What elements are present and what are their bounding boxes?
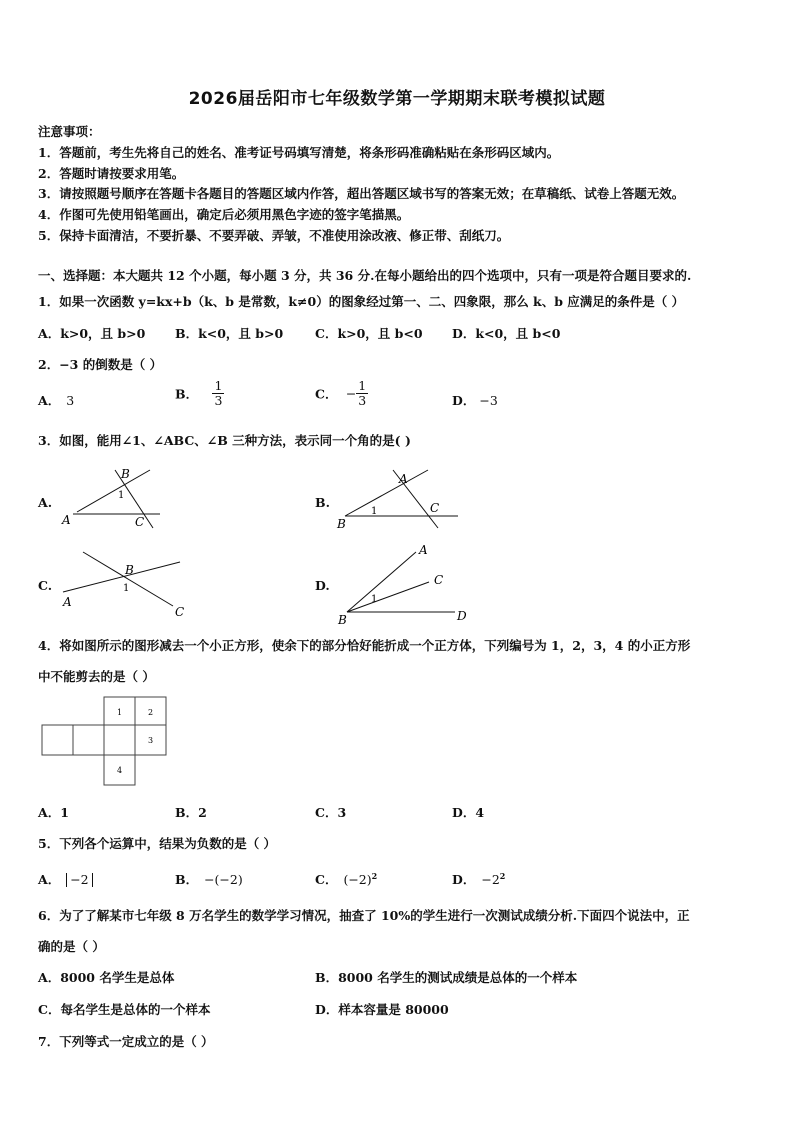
q2-option-c: C． − $\frac{1}{3}$: [315, 378, 367, 408]
net-label-4: 4: [117, 766, 123, 775]
q3-label-c: C.: [38, 578, 53, 593]
fig-c-line-a: [63, 562, 180, 592]
notice-item-1: 1．答题前，考生先将自己的姓名、准考证号码填写清楚，将条形码准确粘贴在条形码区域内。: [38, 145, 560, 160]
q4-stem-line1: 4．将如图所示的图形减去一个小正方形，使余下的部分恰好能折成一个正方体，下列编号为 1，2，3，4 的小正方形: [38, 638, 691, 653]
net-square-mid: [104, 725, 135, 755]
q5-stem: 5．下列各个运算中，结果为负数的是（ ）: [38, 836, 277, 851]
fig-b-label-a: A: [399, 472, 408, 486]
q5-option-d: D． $-2^2$: [452, 870, 506, 887]
q3-figure-c: [55, 548, 195, 620]
fig-d-line-bc: [347, 582, 429, 612]
q6-option-a: A．8000 名学生是总体: [38, 970, 175, 985]
net-label-1: 1: [117, 708, 123, 717]
q2-option-b: B． $\frac{1}{3}$: [175, 378, 223, 408]
q4-option-b: B．2: [175, 805, 207, 820]
q3-figure-a: [55, 462, 170, 532]
fig-d-label-c: C: [434, 573, 444, 587]
q6-stem-line2: 确的是（ ）: [38, 939, 105, 954]
fig-c-label-a: A: [63, 595, 72, 609]
fig-d-label-a: A: [419, 543, 428, 557]
q1-option-a: A．k>0，且 b>0: [38, 326, 146, 341]
notice-heading: 注意事项：: [38, 124, 101, 139]
q1-option-d: D．k<0，且 b<0: [452, 326, 561, 341]
fig-d-line-ba: [347, 552, 416, 612]
q3-stem: 3．如图，能用∠1、∠ABC、∠B 三种方法，表示同一个角的是( ): [38, 433, 411, 448]
fig-c-label-b: B: [125, 563, 134, 577]
fig-b-label-1: 1: [371, 506, 378, 517]
fig-d-label-d: D: [457, 609, 467, 623]
fig-a-line-ab: [77, 470, 150, 512]
fig-c-line-c: [83, 552, 173, 606]
net-square-left2: [73, 725, 104, 755]
notice-item-3: 3．请按照题号顺序在答题卡各题目的答题区域内作答，超出答题区域书写的答案无效；在草稿纸、试卷上答题无效。: [38, 186, 685, 201]
q3-label-b: B.: [315, 495, 330, 510]
q5-option-c: C． $(-2)^2$: [315, 870, 378, 887]
q3-figure-b: [333, 466, 463, 534]
net-label-3: 3: [148, 736, 154, 745]
q1-option-b: B．k<0，且 b>0: [175, 326, 284, 341]
fig-a-label-c: C: [135, 515, 145, 529]
q6-option-d: D．样本容量是 80000: [315, 1002, 449, 1017]
section-heading: 一、选择题：本大题共 12 个小题，每小题 3 分，共 36 分.在每小题给出的四个选项中，只有一项是符合题目要求的.: [38, 268, 692, 283]
fig-b-label-c: C: [430, 501, 440, 515]
q2-option-a: A． 3: [38, 393, 75, 408]
q2-stem: 2．−3 的倒数是（ ）: [38, 357, 163, 372]
q4-option-c: C．3: [315, 805, 347, 820]
q3-label-d: D.: [315, 578, 330, 593]
fig-b-line-ba: [345, 470, 428, 516]
fig-d-label-b: B: [338, 613, 347, 626]
q3-figure-d: [333, 540, 473, 626]
q4-stem-line2: 中不能剪去的是（ ）: [38, 669, 155, 684]
net-label-2: 2: [148, 708, 154, 717]
net-square-left1: [42, 725, 73, 755]
q6-option-c: C．每名学生是总体的一个样本: [38, 1002, 211, 1017]
q4-net-figure: [38, 695, 173, 790]
q2-option-d: D． −3: [452, 393, 498, 408]
q7-stem: 7．下列等式一定成立的是（ ）: [38, 1034, 214, 1049]
q5-option-b: B． −(−2): [175, 872, 243, 887]
notice-item-5: 5．保持卡面清洁，不要折暴、不要弄破、弄皱，不准使用涂改液、修正带、刮纸刀。: [38, 228, 510, 243]
q3-label-a: A.: [38, 495, 53, 510]
q1-stem: 1．如果一次函数 y=kx+b（k、b 是常数，k≠0）的图象经过第一、二、四象限，那么 k、b 应满足的条件是（ ）: [38, 294, 685, 309]
q4-option-d: D．4: [452, 805, 485, 820]
q4-option-a: A．1: [38, 805, 69, 820]
q6-option-b: B．8000 名学生的测试成绩是总体的一个样本: [315, 970, 578, 985]
q1-option-c: C．k>0，且 b<0: [315, 326, 423, 341]
q5-option-a: A． −2: [38, 870, 93, 888]
fig-a-label-a: A: [62, 513, 71, 527]
q6-stem-line1: 6．为了了解某市七年级 8 万名学生的数学学习情况，抽查了 10%的学生进行一次测试成绩分析.下面四个说法中，正: [38, 908, 690, 923]
fig-a-label-1: 1: [118, 490, 125, 501]
notice-item-2: 2．答题时请按要求用笔。: [38, 166, 185, 181]
fig-b-label-b: B: [337, 517, 346, 531]
fig-c-label-c: C: [175, 605, 185, 619]
fig-d-label-1: 1: [371, 594, 378, 605]
page-title: 2026届岳阳市七年级数学第一学期期末联考模拟试题: [188, 89, 606, 109]
fig-c-label-1: 1: [123, 583, 130, 594]
fig-a-label-b: B: [121, 467, 130, 481]
notice-item-4: 4．作图可先使用铅笔画出，确定后必须用黑色字迹的签字笔描黑。: [38, 207, 410, 222]
